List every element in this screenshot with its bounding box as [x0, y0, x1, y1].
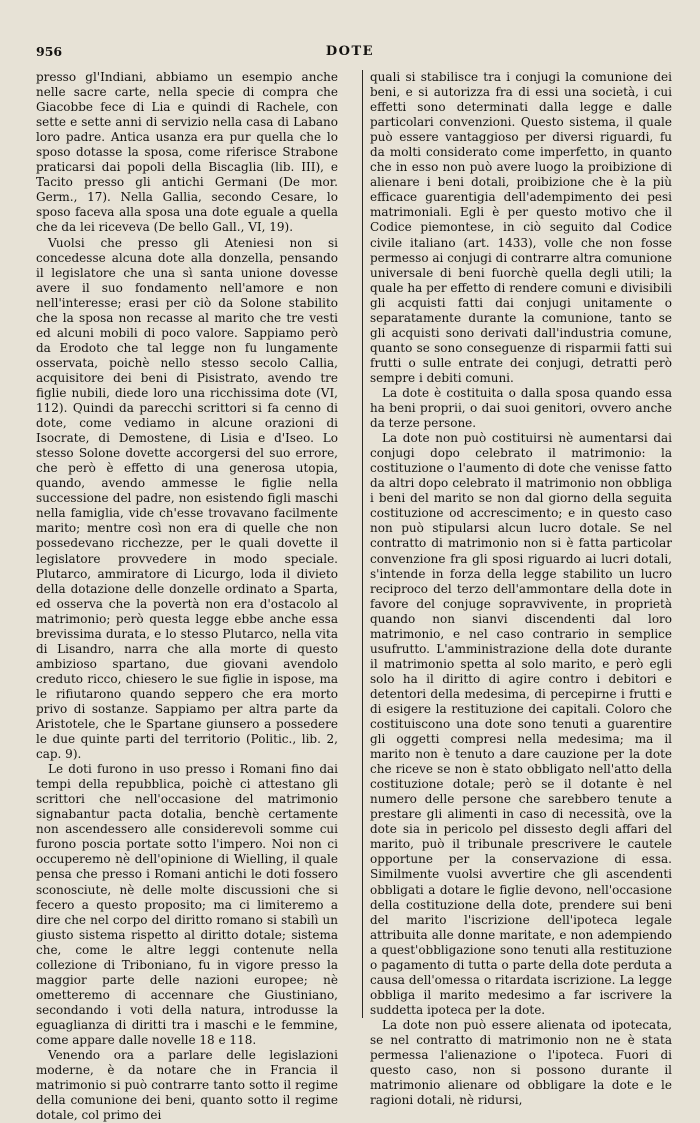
paragraph: presso gl'Indiani, abbiamo un esempio anche nelle sacre carte, nella specie di compra che Giacobbe fece di Lia e quindi di Rachele, con sette e sette anni di servizio nella casa di Labano loro padre. Antica usanza era pur quella che lo sposo dotasse la sposa, come riferisce Strabone praticarsi dai popoli della Biscaglia (lib. III), e Tacito presso gli antichi Germani (De mor. Germ., 17). Nella Gallia, secondo Cesare, lo sposo faceva alla sposa una dote eguale a quella che da lei riceveva (De bello Gall., VI, 19).	[36, 70, 338, 235]
page-number: 956	[36, 44, 63, 59]
paragraph: Venendo ora a parlare delle legislazioni moderne, è da notare che in Francia il matrimonio si può contrarre tanto sotto il regime della comunione dei beni, quanto sotto il regime dotale, col primo dei	[36, 1048, 338, 1123]
paragraph: quali si stabilisce tra i conjugi la comunione dei beni, e si autorizza fra di essi una società, i cui effetti sono determinati dalla legge e dalle particolari convenzioni. Questo sistema, il quale può essere vantaggioso per diversi riguardi, fu da molti considerato come imperfetto, in quanto che in esso non può avere luogo la proibizione di alienare i beni dotali, proibizione che è la più efficace guarentigia dell'adempimento dei pesi matrimoniali. Egli è per questo motivo che il Codice piemontese, in ciò seguito dal Codice civile italiano (art. 1433), volle che non fosse permesso ai conjugi di contrarre altra comunione universale di beni fuorchè quella degli utili; la quale ha per effetto di rendere comuni e divisibili gli acquisti fatti dai conjugi unitamente o separatamente durante la comunione, tanto se gli acquisti sono derivati dall'industria comune, quanto se sono conseguenze di risparmii fatti sui frutti o sulle entrate dei conjugi, detratti però sempre i debiti comuni.	[370, 70, 672, 385]
paragraph: Vuolsi che presso gli Ateniesi non si concedesse alcuna dote alla donzella, pensando il legislatore che una sì santa unione dovesse avere il suo fondamento nell'amore e non nell'interesse; erasi per ciò da Solone stabilito che la sposa non recasse al marito che tre vesti ed alcuni mobili di poco valore. Sappiamo però da Erodoto che tal legge non fu lungamente osservata, poichè nello stesso secolo Callia, acquisitore dei beni di Pisistrato, avendo tre figlie nubili, diede loro una ricchissima dote (VI, 112). Quindi da parecchi scrittori si fa cenno di dote, come vediamo in alcune orazioni di Isocrate, di Demostene, di Lisia e d'Iseo. Lo stesso Solone dovette accorgersi del suo errore, che però è effetto di una generosa utopia, quando, avendo ammesse le figlie nella successione del padre, non esistendo figli maschi nella famiglia, vide ch'esse trovavano facilmente marito; mentre così non era di quelle che non possedevano ricchezze, per le quali dovette il legislatore provvedere in modo speciale. Plutarco, ammiratore di Licurgo, loda il divieto della dotazione delle donzelle ordinato a Sparta, ed osserva che la povertà non era d'ostacolo al matrimonio; però questa legge ebbe anche essa brevissima durata, e lo stesso Plutarco, nella vita di Lisandro, narra che alla morte di questo ambizioso spartano, due giovani avendolo creduto ricco, chiesero le sue figlie in ispose, ma le rifiutarono quando seppero che era morto privo di sostanze. Sappiamo per altra parte da Aristotele, che le Spartane giunsero a possedere le due quinte parti del territorio (Politic., lib. 2, cap. 9).	[36, 235, 338, 762]
column-divider	[362, 70, 363, 1018]
left-column	[36, 70, 338, 1123]
running-title: DOTE	[325, 44, 375, 59]
paragraph: Le doti furono in uso presso i Romani fino dai tempi della repubblica, poichè ci attestano gli scrittori che nell'occasione del matrimonio signabantur pacta dotalia, benchè certamente non ascendessero alle considerevoli somme cui furono poscia portate sotto l'impero. Noi non ci occuperemo nè dell'opinione di Wielling, il quale pensa che presso i Romani antichi le doti fossero sconosciute, nè delle molte discussioni che si fecero a questo proposito; ma ci limiteremo a dire che nel corpo del diritto romano si stabilì un giusto sistema rispetto al diritto dotale; sistema che, come le altre leggi contenute nella collezione di Triboniano, fu in vigore presso la maggior parte delle nazioni europee; nè ometteremo di accennare che Giustiniano, secondando i voti della natura, introdusse la eguaglianza di diritti tra i maschi e le femmine, come appare dalle novelle 18 e 118.	[36, 762, 338, 1047]
page-header	[36, 44, 664, 64]
paragraph: La dote è costituita o dalla sposa quando essa ha beni proprii, o dai suoi genitori, ovvero anche da terze persone.	[370, 385, 672, 431]
paragraph: La dote non può essere alienata od ipotecata, se nel contratto di matrimonio non ne è stata permessa l'alienazione o l'ipoteca. Fuori di questo caso, non si possono durante il matrimonio alienare od obbligare la dote e le ragioni dotali, nè ridursi,	[370, 1017, 672, 1108]
paragraph: La dote non può costituirsi nè aumentarsi dai conjugi dopo celebrato il matrimonio: la costituzione o l'aumento di dote che venisse fatto da altri dopo celebrato il matrimonio non obbliga i beni del marito se non dal giorno della seguita costituzione od accrescimento; e in questo caso non può stipularsi alcun lucro dotale. Se nel contratto di matrimonio non si è fatta particolar convenzione fra gli sposi riguardo ai lucri dotali, s'intende in forza della legge stabilito un lucro reciproco del terzo dell'ammontare della dote in favore del conjuge sopravvivente, in proprietà quando non sianvi discendenti dal loro matrimonio, e nel caso contrario in semplice usufrutto. L'amministrazione della dote durante il matrimonio spetta al solo marito, e però egli solo ha il diritto di agire contro i debitori e detentori della medesima, di percepirne i frutti e di esigere la restituzione dei capitali. Coloro che costituiscono una dote sono tenuti a guarentire gli oggetti compresi nella medesima; ma il marito non è tenuto a dare cauzione per la dote che riceve se non è stato obbligato nell'atto della costituzione dotale; però se il dotante è nel numero delle persone che sarebbero tenute a prestare gli alimenti in caso di necessità, ove la dote sia in pericolo pel dissesto degli affari del marito, può il tribunale prescrivere le cautele opportune per la conservazione di essa. Similmente vuolsi avvertire che gli ascendenti obbligati a dotare le figlie devono, nell'occasione della costituzione della dote, prendere sui beni del marito l'iscrizione dell'ipoteca legale attribuita alle donne maritate, e non adempiendo a quest'obbligazione sono tenuti alla restituzione o pagamento di tutta o parte della dote perduta a causa dell'omessa o ritardata iscrizione. La legge obbliga il marito medesimo a far iscrivere la suddetta ipoteca per la dote.	[370, 431, 672, 1017]
right-column	[370, 70, 672, 1108]
